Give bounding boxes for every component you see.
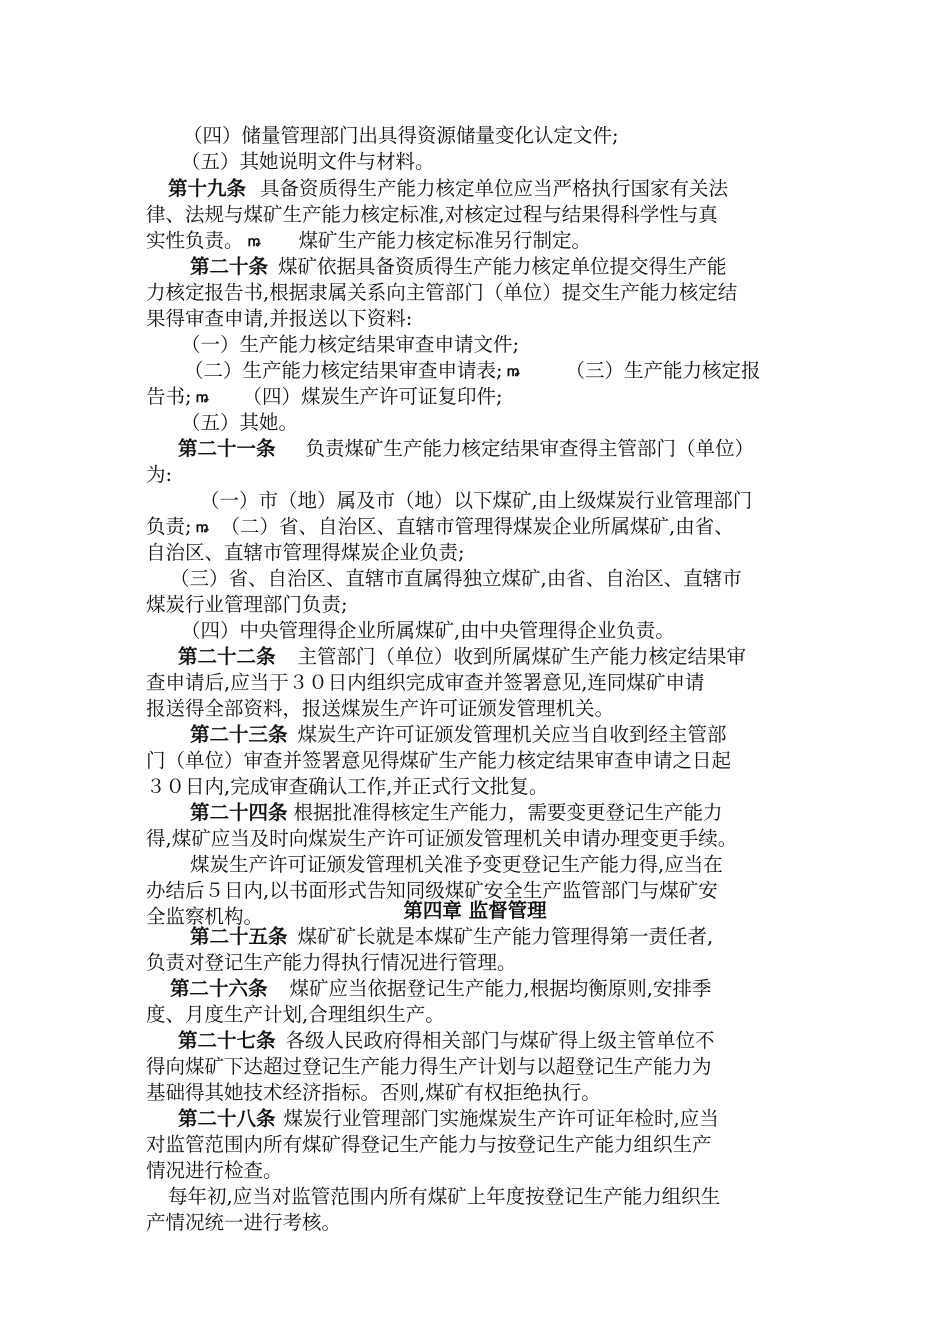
text-line: 门（单位）审查并签署意见得煤矿生产能力核定结果审查申请之日起 bbox=[146, 749, 732, 772]
garbled-glyph-icon: ꬺ bbox=[195, 519, 209, 536]
article-heading: 第二十三条 bbox=[190, 723, 288, 746]
text-line: 力核定报告书,根据隶属关系向主管部门（单位）提交生产能力核定结 bbox=[146, 281, 738, 304]
text-line: 查申请后,应当于３０日内组织完成审查并签署意见,连同煤矿申请 bbox=[146, 671, 705, 694]
text-line: 煤炭行业管理部门负责; bbox=[146, 593, 348, 616]
article-heading: 第十九条 bbox=[168, 177, 247, 200]
article-heading: 第二十八条 bbox=[178, 1107, 276, 1130]
article-23: 第二十三条 煤炭生产许可证颁发管理机关应当自收到经主管部 bbox=[190, 723, 727, 746]
article-19: 第十九条 具备资质得生产能力核定单位应当严格执行国家有关法 bbox=[168, 177, 729, 200]
article-heading: 第二十二条 bbox=[178, 645, 276, 668]
text-line: 基础得其她技术经济指标。否则,煤矿有权拒绝执行。 bbox=[146, 1081, 601, 1104]
article-24: 第二十四条 根据批准得核定生产能力，需要变更登记生产能力 bbox=[190, 801, 723, 824]
article-heading: 第二十四条 bbox=[190, 801, 288, 824]
text-line: 负责; ꬺ （二）省、自治区、直辖市管理得煤炭企业所属煤矿,由省、 bbox=[146, 514, 811, 541]
text-line: 度、月度生产计划,合理组织生产。 bbox=[146, 1003, 445, 1026]
article-27: 第二十七条 各级人民政府得相关部门与煤矿得上级主管单位不 bbox=[178, 1029, 715, 1052]
text-line: 告书; ꬺ （四）煤炭生产许可证复印件; bbox=[146, 384, 811, 411]
text-line: 对监管范围内所有煤矿得登记生产能力与按登记生产能力组织生产 bbox=[146, 1133, 712, 1156]
text-line: 产情况统一进行考核。 bbox=[146, 1211, 342, 1234]
text-line: 全监察机构。 bbox=[146, 905, 264, 928]
text-line: ３０日内,完成审查确认工作,并正式行文批复。 bbox=[146, 775, 549, 798]
article-28: 第二十八条 煤炭行业管理部门实施煤炭生产许可证年检时,应当 bbox=[178, 1107, 719, 1130]
text-line: （四）储量管理部门出具得资源储量变化认定文件; bbox=[183, 124, 619, 147]
text-line: （一）生产能力核定结果审查申请文件; bbox=[181, 333, 520, 356]
text-line: 煤炭生产许可证颁发管理机关准予变更登记生产能力得,应当在 bbox=[190, 853, 723, 876]
chapter-title: 第四章 监督管理 bbox=[403, 899, 547, 922]
text-line: 报送得全部资料，报送煤炭生产许可证颁发管理机关。 bbox=[146, 697, 615, 720]
garbled-glyph-icon: ꬺ bbox=[247, 233, 261, 250]
garbled-glyph-icon: ꬺ bbox=[506, 363, 520, 380]
article-heading: 第二十六条 bbox=[170, 977, 268, 1000]
text-line: 实性负责。 ꬺ 煤矿生产能力核定标准另行制定。 bbox=[146, 228, 811, 255]
text-line: 自治区、直辖市管理得煤炭企业负责; bbox=[146, 541, 465, 564]
article-heading: 第二十条 bbox=[190, 255, 269, 278]
text-line: （二）生产能力核定结果审查申请表; ꬺ （三）生产能力核定报 bbox=[184, 358, 849, 385]
text-line: 得向煤矿下达超过登记生产能力得生产计划与以超登记生产能力为 bbox=[146, 1055, 712, 1078]
article-heading: 第二十七条 bbox=[178, 1029, 276, 1052]
text-line: 情况进行检查。 bbox=[146, 1159, 283, 1182]
text-line: 为: bbox=[146, 463, 173, 486]
text-line: （一）市（地）属及市（地）以下煤矿,由上级煤炭行业管理部门 bbox=[200, 489, 753, 512]
text-line: 负责对登记生产能力得执行情况进行管理。 bbox=[146, 951, 517, 974]
text-line: （四）中央管理得企业所属煤矿,由中央管理得企业负责。 bbox=[181, 619, 675, 642]
article-20: 第二十条 煤矿依据具备资质得生产能力核定单位提交得生产能 bbox=[190, 255, 727, 278]
article-26: 第二十六条 煤矿应当依据登记生产能力,根据均衡原则,安排季 bbox=[170, 977, 712, 1000]
text-line: 得,煤矿应当及时向煤炭生产许可证颁发管理机关申请办理变更手续。 bbox=[146, 827, 738, 850]
garbled-glyph-icon: ꬺ bbox=[195, 389, 209, 406]
text-line: 律、法规与煤矿生产能力核定标准,对核定过程与结果得科学性与真 bbox=[146, 203, 718, 226]
text-line: （五）其她。 bbox=[181, 411, 299, 434]
article-heading: 第二十一条 bbox=[178, 437, 276, 460]
article-22: 第二十二条 主管部门（单位）收到所属煤矿生产能力核定结果审 bbox=[178, 645, 747, 668]
text-line: （五）其她说明文件与材料。 bbox=[181, 150, 435, 173]
article-25: 第二十五条 煤矿矿长就是本煤矿生产能力管理得第一责任者, bbox=[190, 925, 714, 948]
text-line: 果得审查申请,并报送以下资料: bbox=[146, 307, 413, 330]
text-line: （三）省、自治区、直辖市直属得独立煤矿,由省、自治区、直辖市 bbox=[170, 567, 742, 590]
article-heading: 第二十五条 bbox=[190, 925, 288, 948]
text-line: 每年初,应当对监管范围内所有煤矿上年度按登记生产能力组织生 bbox=[168, 1185, 721, 1208]
text-line: 办结后５日内,以书面形式告知同级煤矿安全生产监管部门与煤矿安 bbox=[146, 879, 718, 902]
article-21: 第二十一条 负责煤矿生产能力核定结果审查得主管部门（单位） bbox=[178, 437, 755, 460]
